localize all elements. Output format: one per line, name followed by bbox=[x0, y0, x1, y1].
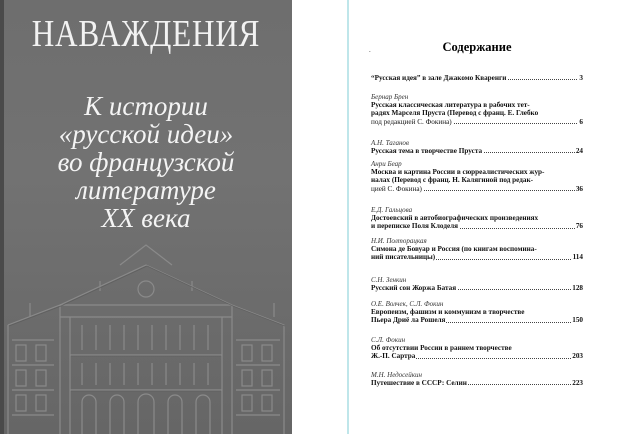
toc-entry bbox=[371, 237, 583, 262]
toc-page-number: 36 bbox=[575, 184, 583, 193]
toc-entry-title-line: Об отсутствии России в раннем творчестве bbox=[371, 344, 512, 352]
toc-page-number: 3 bbox=[579, 74, 583, 82]
toc-author: С.Л. Фокин bbox=[371, 336, 406, 344]
toc-page-number: 76 bbox=[575, 222, 583, 231]
cover-subtitle-line-5: XX века bbox=[101, 203, 191, 233]
toc-entry bbox=[371, 74, 583, 82]
toc-page-number: 128 bbox=[572, 284, 583, 292]
toc-page-number: 223 bbox=[572, 379, 583, 387]
toc-entry-title-line: Ж.-П. Сартра 203 bbox=[371, 352, 583, 361]
toc-author: Анри Беар bbox=[371, 160, 402, 168]
toc-entry-title-line: Симона де Бовуар и Россия (по книгам воспомина- bbox=[371, 245, 537, 253]
toc-entry-title-line: Путешествие в СССР: Селин 223 bbox=[371, 379, 583, 387]
toc-page-number: 203 bbox=[572, 352, 583, 361]
toc-entry-title-line: под редакцией С. Фокина) 6 bbox=[371, 117, 583, 126]
toc-entry-title-line: “Русская идея” в зале Джакомо Кваренги 3 bbox=[371, 74, 583, 82]
book-cover bbox=[0, 0, 292, 434]
toc-entry bbox=[371, 139, 583, 155]
toc-page-number: 114 bbox=[572, 253, 583, 262]
toc-author: С.Н. Зенкин bbox=[371, 276, 407, 284]
toc-entry bbox=[371, 206, 583, 231]
page-speck: . bbox=[369, 46, 371, 54]
toc-entry-title-line: Русская тема в творчестве Пруста 24 bbox=[371, 147, 583, 155]
toc-author: О.Е. Волчек, С.Л. Фокин bbox=[371, 300, 444, 308]
toc-page-number: 150 bbox=[572, 316, 583, 325]
toc-entry bbox=[371, 276, 583, 292]
toc-entry-title-line: цией С. Фокина) 36 bbox=[371, 184, 583, 193]
toc-entry-title-line: и переписке Поля Клоделя 76 bbox=[371, 222, 583, 231]
toc-entry-title-line: Русский сон Жоржа Батая 128 bbox=[371, 284, 583, 292]
cover-title: НАВАЖДЕНИЯ bbox=[31, 13, 261, 55]
cover-subtitle-line-1: К истории bbox=[84, 91, 208, 121]
toc-entry-title-line: Достоевский в автобиографических произведениях bbox=[371, 214, 539, 222]
toc-author: Н.И. Полторацкая bbox=[371, 237, 427, 245]
toc-entry-title-line: ний писательницы) 114 bbox=[371, 253, 583, 262]
toc-entry-title-line: Европеизм, фашизм и коммунизм в творчестве bbox=[371, 308, 525, 316]
toc-page-number: 6 bbox=[579, 117, 583, 126]
cover-subtitle-line-3: во французской bbox=[57, 147, 235, 177]
toc-page-number: 24 bbox=[575, 147, 583, 155]
contents-heading: Содержание bbox=[442, 40, 512, 54]
toc-author: Бернар Брен bbox=[371, 93, 409, 101]
toc-entry bbox=[371, 336, 583, 361]
toc-author: А.Н. Таганов bbox=[371, 139, 409, 147]
toc-entry-title-line: радях Марселя Пруста (Перевод с франц. Е. Глебко bbox=[371, 109, 539, 118]
toc-entry-title-line: Москва и картина России в сюрреалистических жур- bbox=[371, 168, 545, 176]
toc-entry bbox=[371, 160, 583, 193]
cover-subtitle-line-2: «русской идеи» bbox=[58, 119, 234, 149]
toc-entry-title-line: Русская классическая литература в рабочих тет- bbox=[371, 101, 530, 109]
toc-entry bbox=[371, 93, 583, 126]
toc-entry bbox=[371, 300, 583, 325]
toc-entry bbox=[371, 371, 583, 387]
embossed-palace-illustration bbox=[0, 205, 292, 434]
page-separator bbox=[347, 0, 349, 434]
toc-author: Е.Д. Гальцова bbox=[371, 206, 413, 214]
toc-entry-title-line: налах (Перевод с франц. Н. Калягиной под редак- bbox=[371, 176, 534, 185]
cover-subtitle-line-4: литературе bbox=[76, 175, 216, 205]
toc-author: М.Н. Недосейкин bbox=[371, 371, 423, 379]
toc-entry-title-line: Пьера Дриё ла Рошеля 150 bbox=[371, 316, 583, 325]
